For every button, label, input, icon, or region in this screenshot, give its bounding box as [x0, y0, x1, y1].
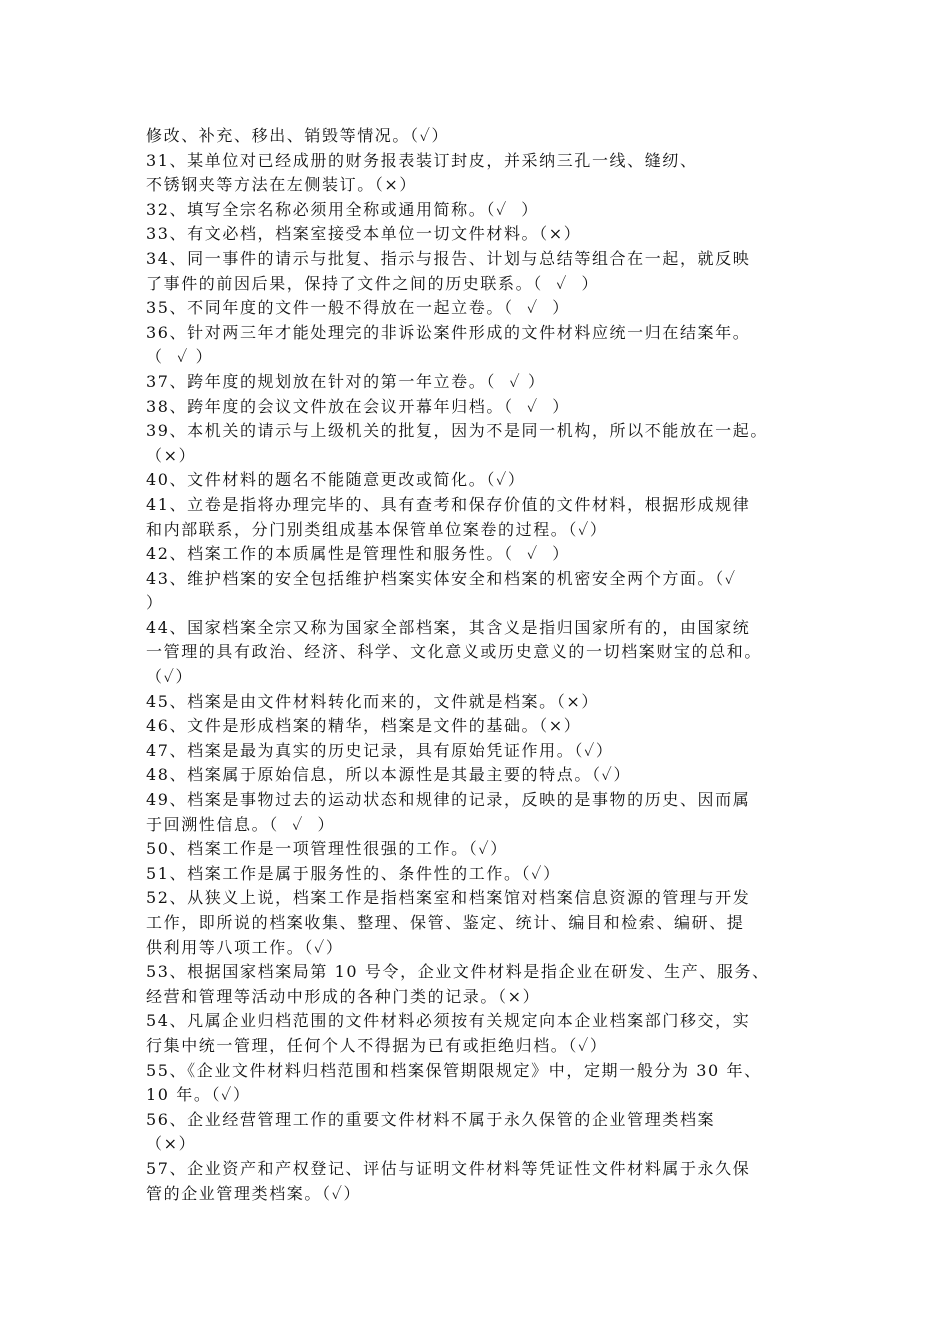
text-line: 一管理的具有政治、经济、科学、文化意义或历史意义的一切档案财宝的总和。 — [146, 642, 763, 662]
text-line: ） — [146, 593, 164, 613]
text-line: 52、从狭义上说，档案工作是指档案室和档案馆对档案信息资源的管理与开发 — [146, 888, 751, 908]
text-line: 不锈钢夹等方法在左侧装订。（×） — [146, 175, 418, 195]
text-line: 57、企业资产和产权登记、评估与证明文件材料等凭证性文件材料属于永久保 — [146, 1158, 751, 1178]
text-line: 50、档案工作是一项管理性很强的工作。（✓） — [146, 839, 508, 859]
text-line: 34、同一事件的请示与批复、指示与报告、计划与总结等组合在一起，就反映 — [146, 248, 751, 268]
text-line: 51、档案工作是属于服务性的、条件性的工作。（✓） — [146, 863, 561, 883]
text-line: 44、国家档案全宗又称为国家全部档案，其含义是指归国家所有的，由国家统 — [146, 617, 751, 637]
text-line: 37、跨年度的规划放在针对的第一年立卷。（ ✓ ） — [146, 371, 546, 391]
text-line: 47、档案是最为真实的历史记录，具有原始凭证作用。（✓） — [146, 740, 614, 760]
text-line: 经营和管理等活动中形成的各种门类的记录。（×） — [146, 986, 541, 1006]
text-line: 54、凡属企业归档范围的文件材料必须按有关规定向本企业档案部门移交，实 — [146, 1011, 751, 1031]
text-line: 33、有文必档，档案室接受本单位一切文件材料。（×） — [146, 224, 582, 244]
text-line: （×） — [146, 1134, 197, 1154]
text-line: 于回溯性信息。（ ✓ ） — [146, 814, 336, 834]
text-line: （✓） — [146, 667, 194, 687]
text-line: 46、文件是形成档案的精华，档案是文件的基础。（×） — [146, 716, 582, 736]
text-line: 56、企业经营管理工作的重要文件材料不属于永久保管的企业管理类档案 — [146, 1109, 716, 1129]
text-line: 工作，即所说的档案收集、整理、保管、鉴定、统计、编目和检索、编研、提 — [146, 913, 745, 932]
text-line: 管的企业管理类档案。（✓） — [146, 1183, 362, 1203]
text-line: 41、立卷是指将办理完毕的、具有查考和保存价值的文件材料，根据形成规律 — [146, 494, 751, 514]
text-line: 10 年。（✓） — [146, 1085, 251, 1105]
text-line: 和内部联系，分门别类组成基本保管单位案卷的过程。（✓） — [146, 519, 608, 539]
text-line: 修改、补充、移出、销毁等情况。（✓） — [146, 126, 450, 145]
text-line: 36、针对两三年才能处理完的非诉讼案件形成的文件材料应统一归在结案年。 — [146, 322, 751, 342]
text-line: 49、档案是事物过去的运动状态和规律的记录，反映的是事物的历史、因而属 — [146, 790, 751, 810]
text-line: 35、不同年度的文件一般不得放在一起立卷。（ ✓ ） — [146, 298, 570, 318]
text-line: 39、本机关的请示与上级机关的批复，因为不是同一机构，所以不能放在一起。 — [146, 421, 768, 441]
text-line: 48、档案属于原始信息，所以本源性是其最主要的特点。（✓） — [146, 765, 632, 785]
text-line: 42、档案工作的本质属性是管理性和服务性。（ ✓ ） — [146, 544, 570, 564]
text-line: 43、维护档案的安全包括维护档案实体安全和档案的机密安全两个方面。（✓ — [146, 568, 737, 588]
text-line: 53、根据国家档案局第 10 号令，企业文件材料是指企业在研发、生产、服务、 — [146, 962, 770, 982]
text-line: 45、档案是由文件材料转化而来的，文件就是档案。（×） — [146, 691, 599, 711]
text-line: 32、填写全宗名称必须用全称或通用简称。（✓ ） — [146, 199, 539, 219]
text-line: 了事件的前因后果，保持了文件之间的历史联系。（ ✓ ） — [146, 273, 600, 293]
text-line: 31、某单位对已经成册的财务报表装订封皮，并采纳三孔一线、缝纫、 — [146, 150, 698, 170]
text-line: 40、文件材料的题名不能随意更改或简化。（✓） — [146, 470, 526, 490]
text-line: 供利用等八项工作。（✓） — [146, 937, 344, 957]
text-line: （ ✓ ） — [146, 347, 214, 367]
text-line: 行集中统一管理，任何个人不得据为已有或拒绝归档。（✓） — [146, 1035, 608, 1055]
text-line: 55、《企业文件材料归档范围和档案保管期限规定》中，定期一般分为 30 年、 — [146, 1060, 762, 1080]
text-line: 38、跨年度的会议文件放在会议开幕年归档。（ ✓ ） — [146, 396, 570, 416]
text-line: （×） — [146, 445, 197, 465]
document-page — [146, 124, 826, 1206]
